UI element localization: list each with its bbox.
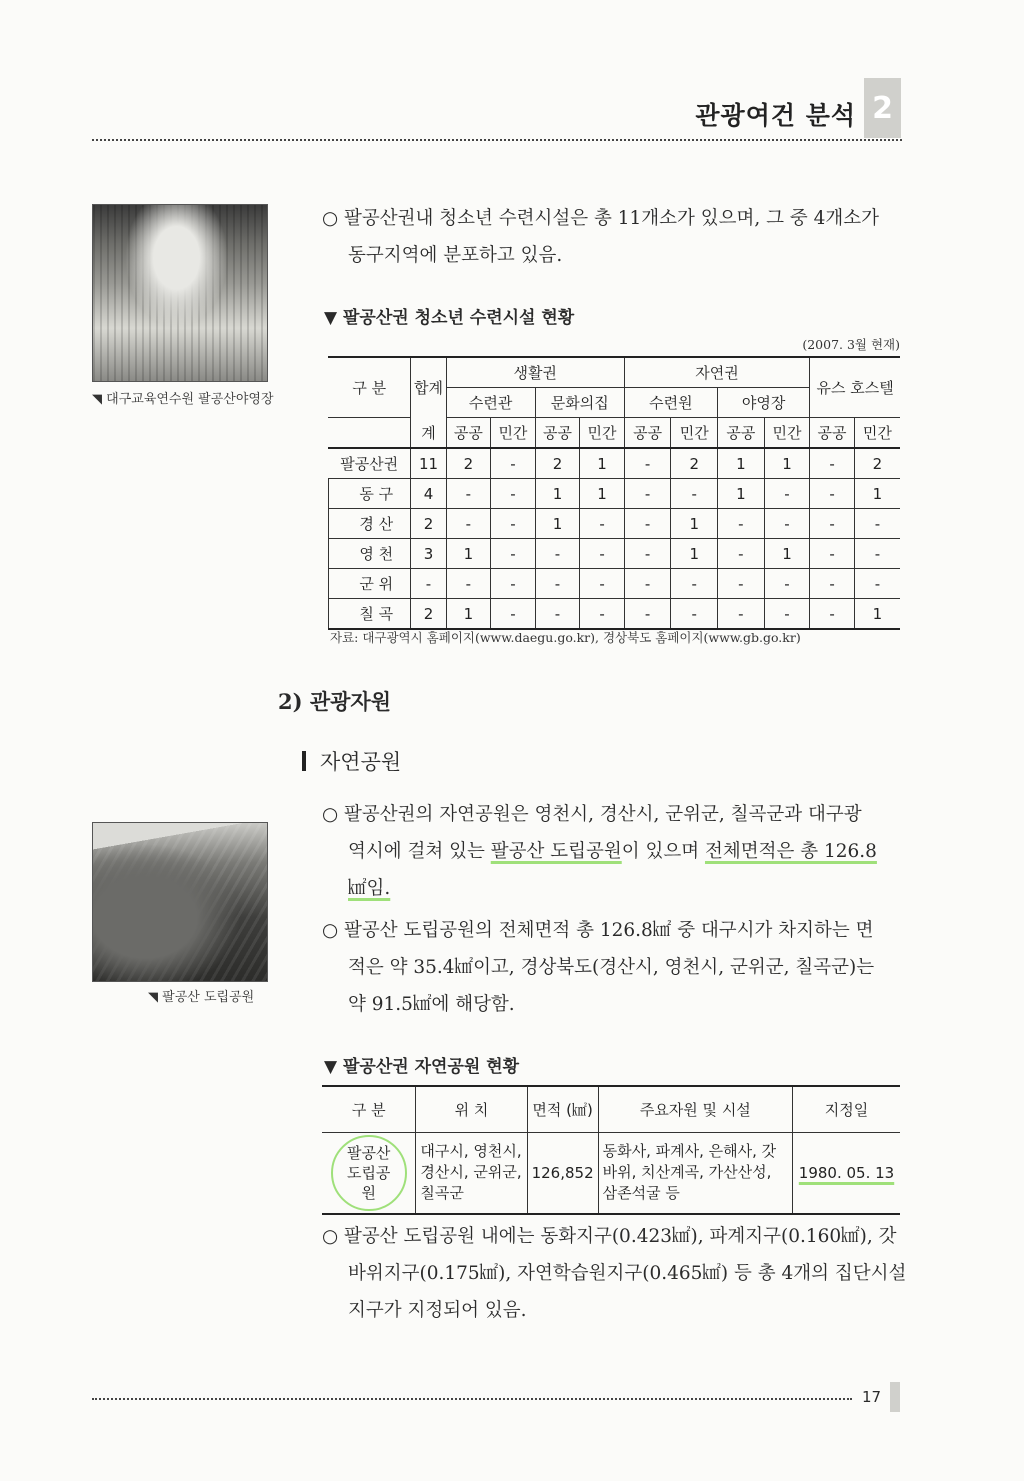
table-cell: - (446, 569, 491, 599)
table-cell: - (624, 569, 671, 599)
table-cell: - (624, 479, 671, 509)
table-cell: - (718, 509, 765, 539)
table-cell: 1 (854, 479, 900, 509)
table-cell: - (764, 569, 810, 599)
row-region: 동 구 (328, 479, 411, 509)
table-cell: - (624, 448, 671, 479)
header-private: 민간 (491, 418, 536, 449)
table-cell: - (854, 509, 900, 539)
circle-bullet-icon: ○ (322, 804, 339, 825)
t2-cell-name: 팔공산 도립공원 (322, 1132, 416, 1214)
table-cell: 1 (535, 509, 580, 539)
table-cell: - (491, 479, 536, 509)
t2-cell-date: 1980. 05. 13 (793, 1132, 900, 1214)
t2-cell-location: 대구시, 영천시, 경산시, 군위군, 칠곡군 (416, 1132, 527, 1214)
table-cell: 1 (671, 509, 718, 539)
row-region: 군 위 (328, 569, 411, 599)
area-breakdown-paragraph: ○ 팔공산 도립공원의 전체면적 총 126.8㎢ 중 대구시가 차지하는 면 적은 약 35.4㎢이고, 경상북도(경산시, 영천시, 군위군, 칠곡군)는 약 91.5㎢에 해당함. (322, 912, 912, 1023)
header-public: 공공 (718, 418, 765, 449)
table-cell: 2 (671, 448, 718, 479)
table-cell: 3 (411, 539, 446, 569)
campground-photo (92, 204, 268, 382)
table-cell: - (810, 479, 855, 509)
header-public: 공공 (535, 418, 580, 449)
table-cell: 11 (411, 448, 446, 479)
table-cell: - (446, 479, 491, 509)
table-cell: - (854, 569, 900, 599)
table-cell: - (718, 599, 765, 630)
provincial-park-photo-caption: ◥ 팔공산 도립공원 (148, 990, 255, 1005)
row-region: 팔공산권 (328, 448, 411, 479)
header-public: 공공 (446, 418, 491, 449)
table-cell: - (535, 539, 580, 569)
table1-date-note: (2007. 3월 현재) (802, 337, 900, 352)
header-gubun-blank (328, 418, 411, 449)
table-row (328, 479, 900, 509)
table-cell: - (580, 539, 625, 569)
circle-bullet-icon: ○ (322, 1226, 339, 1247)
table-cell: 1 (764, 539, 810, 569)
youth-facilities-table (328, 356, 900, 630)
table-cell: - (764, 479, 810, 509)
table-cell: - (671, 569, 718, 599)
natural-park-paragraph: ○ 팔공산권의 자연공원은 영천시, 경산시, 군위군, 칠곡군과 대구광 역시에 걸쳐 있는 팔공산 도립공원이 있으며 전체면적은 총 126.8 ㎢임. (322, 796, 912, 907)
table-cell: 2 (535, 448, 580, 479)
page-number: 17 (862, 1388, 882, 1406)
footer-rule (92, 1398, 852, 1400)
header-nature-area: 자연권 (624, 357, 809, 388)
table-cell: - (624, 599, 671, 630)
header-private: 민간 (854, 418, 900, 449)
row-region: 칠 곡 (328, 599, 411, 630)
table-row (328, 599, 900, 630)
table-cell: - (580, 569, 625, 599)
table-cell: - (671, 599, 718, 630)
table-cell: 1 (718, 448, 765, 479)
table-cell: - (810, 509, 855, 539)
caption-marker-icon: ◥ (92, 392, 102, 407)
header-training-hall: 수련관 (446, 388, 535, 418)
table1-title: ▼ 팔공산권 청소년 수련시설 현황 (324, 308, 575, 328)
table-cell: - (580, 509, 625, 539)
table-cell: 1 (854, 599, 900, 630)
caption-marker-icon: ◥ (148, 990, 158, 1005)
header-total: 합계 (411, 357, 446, 418)
table-row (328, 539, 900, 569)
header-public: 공공 (810, 418, 855, 449)
header-living-area: 생활권 (446, 357, 624, 388)
highlight-park-name: 팔공산 도립공원 (490, 841, 622, 862)
natural-park-table (322, 1085, 900, 1215)
table-cell: 1 (764, 448, 810, 479)
t2-cell-area: 126,852 (527, 1132, 598, 1214)
header-private: 민간 (671, 418, 718, 449)
table-cell: - (535, 569, 580, 599)
table-cell: - (671, 479, 718, 509)
table-cell: 1 (580, 448, 625, 479)
t2-header-date: 지정일 (793, 1086, 900, 1132)
table-cell: - (491, 509, 536, 539)
table-cell: - (491, 569, 536, 599)
chapter-number-tab: 2 (864, 78, 901, 138)
table-cell: 1 (580, 479, 625, 509)
intro-paragraph: ○ 팔공산권내 청소년 수련시설은 총 11개소가 있으며, 그 중 4개소가 동구지역에 분포하고 있음. (322, 200, 912, 274)
table-cell: 1 (446, 539, 491, 569)
circle-bullet-icon: ○ (322, 920, 339, 941)
running-header-title: 관광여건 분석 (695, 101, 856, 130)
table-cell: 1 (446, 599, 491, 630)
table-cell: - (718, 539, 765, 569)
header-youth-hostel: 유스 호스텔 (810, 357, 900, 418)
table-cell: - (718, 569, 765, 599)
table-cell: - (810, 599, 855, 630)
subsection-heading: 자연공원 (302, 746, 401, 776)
t2-header-gubun: 구 분 (322, 1086, 416, 1132)
header-public: 공공 (624, 418, 671, 449)
table-cell: 2 (446, 448, 491, 479)
header-rule (92, 139, 902, 141)
header-gubun: 구 분 (328, 357, 411, 418)
header-campground: 야영장 (718, 388, 810, 418)
table-cell: - (535, 599, 580, 630)
page-tab-marker (890, 1382, 900, 1412)
provincial-park-photo (92, 822, 268, 982)
table-cell: - (491, 448, 536, 479)
table-cell: 1 (671, 539, 718, 569)
facility-zones-paragraph: ○ 팔공산 도립공원 내에는 동화지구(0.423㎢), 파계지구(0.160㎢), 갓 바위지구(0.175㎢), 자연학습원지구(0.465㎢) 등 총 4개의 집단시설 지구가 지정되어 있음. (322, 1218, 912, 1329)
table-cell: 2 (411, 509, 446, 539)
table-row (328, 569, 900, 599)
header-private: 민간 (764, 418, 810, 449)
table-cell: - (491, 599, 536, 630)
t2-header-resources: 주요자원 및 시설 (598, 1086, 792, 1132)
table-cell: - (624, 509, 671, 539)
table-cell: - (764, 599, 810, 630)
section-heading: 2) 관광자원 (278, 689, 392, 714)
table-cell: - (764, 509, 810, 539)
table-cell: 1 (718, 479, 765, 509)
table2-title: ▼ 팔공산권 자연공원 현황 (324, 1057, 520, 1077)
header-gye: 계 (411, 418, 446, 449)
t2-header-area: 면적 (㎢) (527, 1086, 598, 1132)
header-private: 민간 (580, 418, 625, 449)
heading-bar-icon (302, 751, 306, 771)
campground-photo-caption: ◥ 대구교육연수원 팔공산야영장 (92, 392, 274, 407)
table-cell: - (411, 569, 446, 599)
header-culture-house: 문화의집 (535, 388, 624, 418)
table-cell: - (810, 539, 855, 569)
header-training-park: 수련원 (624, 388, 717, 418)
highlight-total-area: 전체면적은 총 126.8 (704, 841, 877, 862)
t2-header-location: 위 치 (416, 1086, 527, 1132)
table-cell: - (810, 448, 855, 479)
table-cell: - (446, 509, 491, 539)
table-cell: 1 (535, 479, 580, 509)
table-cell: 2 (854, 448, 900, 479)
table-cell: - (854, 539, 900, 569)
row-region: 경 산 (328, 509, 411, 539)
table-row (328, 448, 900, 479)
table-cell: 4 (411, 479, 446, 509)
table-cell: 2 (411, 599, 446, 630)
circle-bullet-icon: ○ (322, 208, 339, 229)
table-cell: - (810, 569, 855, 599)
table-cell: - (624, 539, 671, 569)
table-cell: - (491, 539, 536, 569)
table1-source: 자료: 대구광역시 홈페이지(www.daegu.go.kr), 경상북도 홈페이지(www.gb.go.kr) (330, 630, 801, 645)
t2-cell-resources: 동화사, 파계사, 은해사, 갓바위, 치산계곡, 가산산성, 삼존석굴 등 (598, 1132, 792, 1214)
row-region: 영 천 (328, 539, 411, 569)
table-cell: - (580, 599, 625, 630)
table-row (328, 509, 900, 539)
